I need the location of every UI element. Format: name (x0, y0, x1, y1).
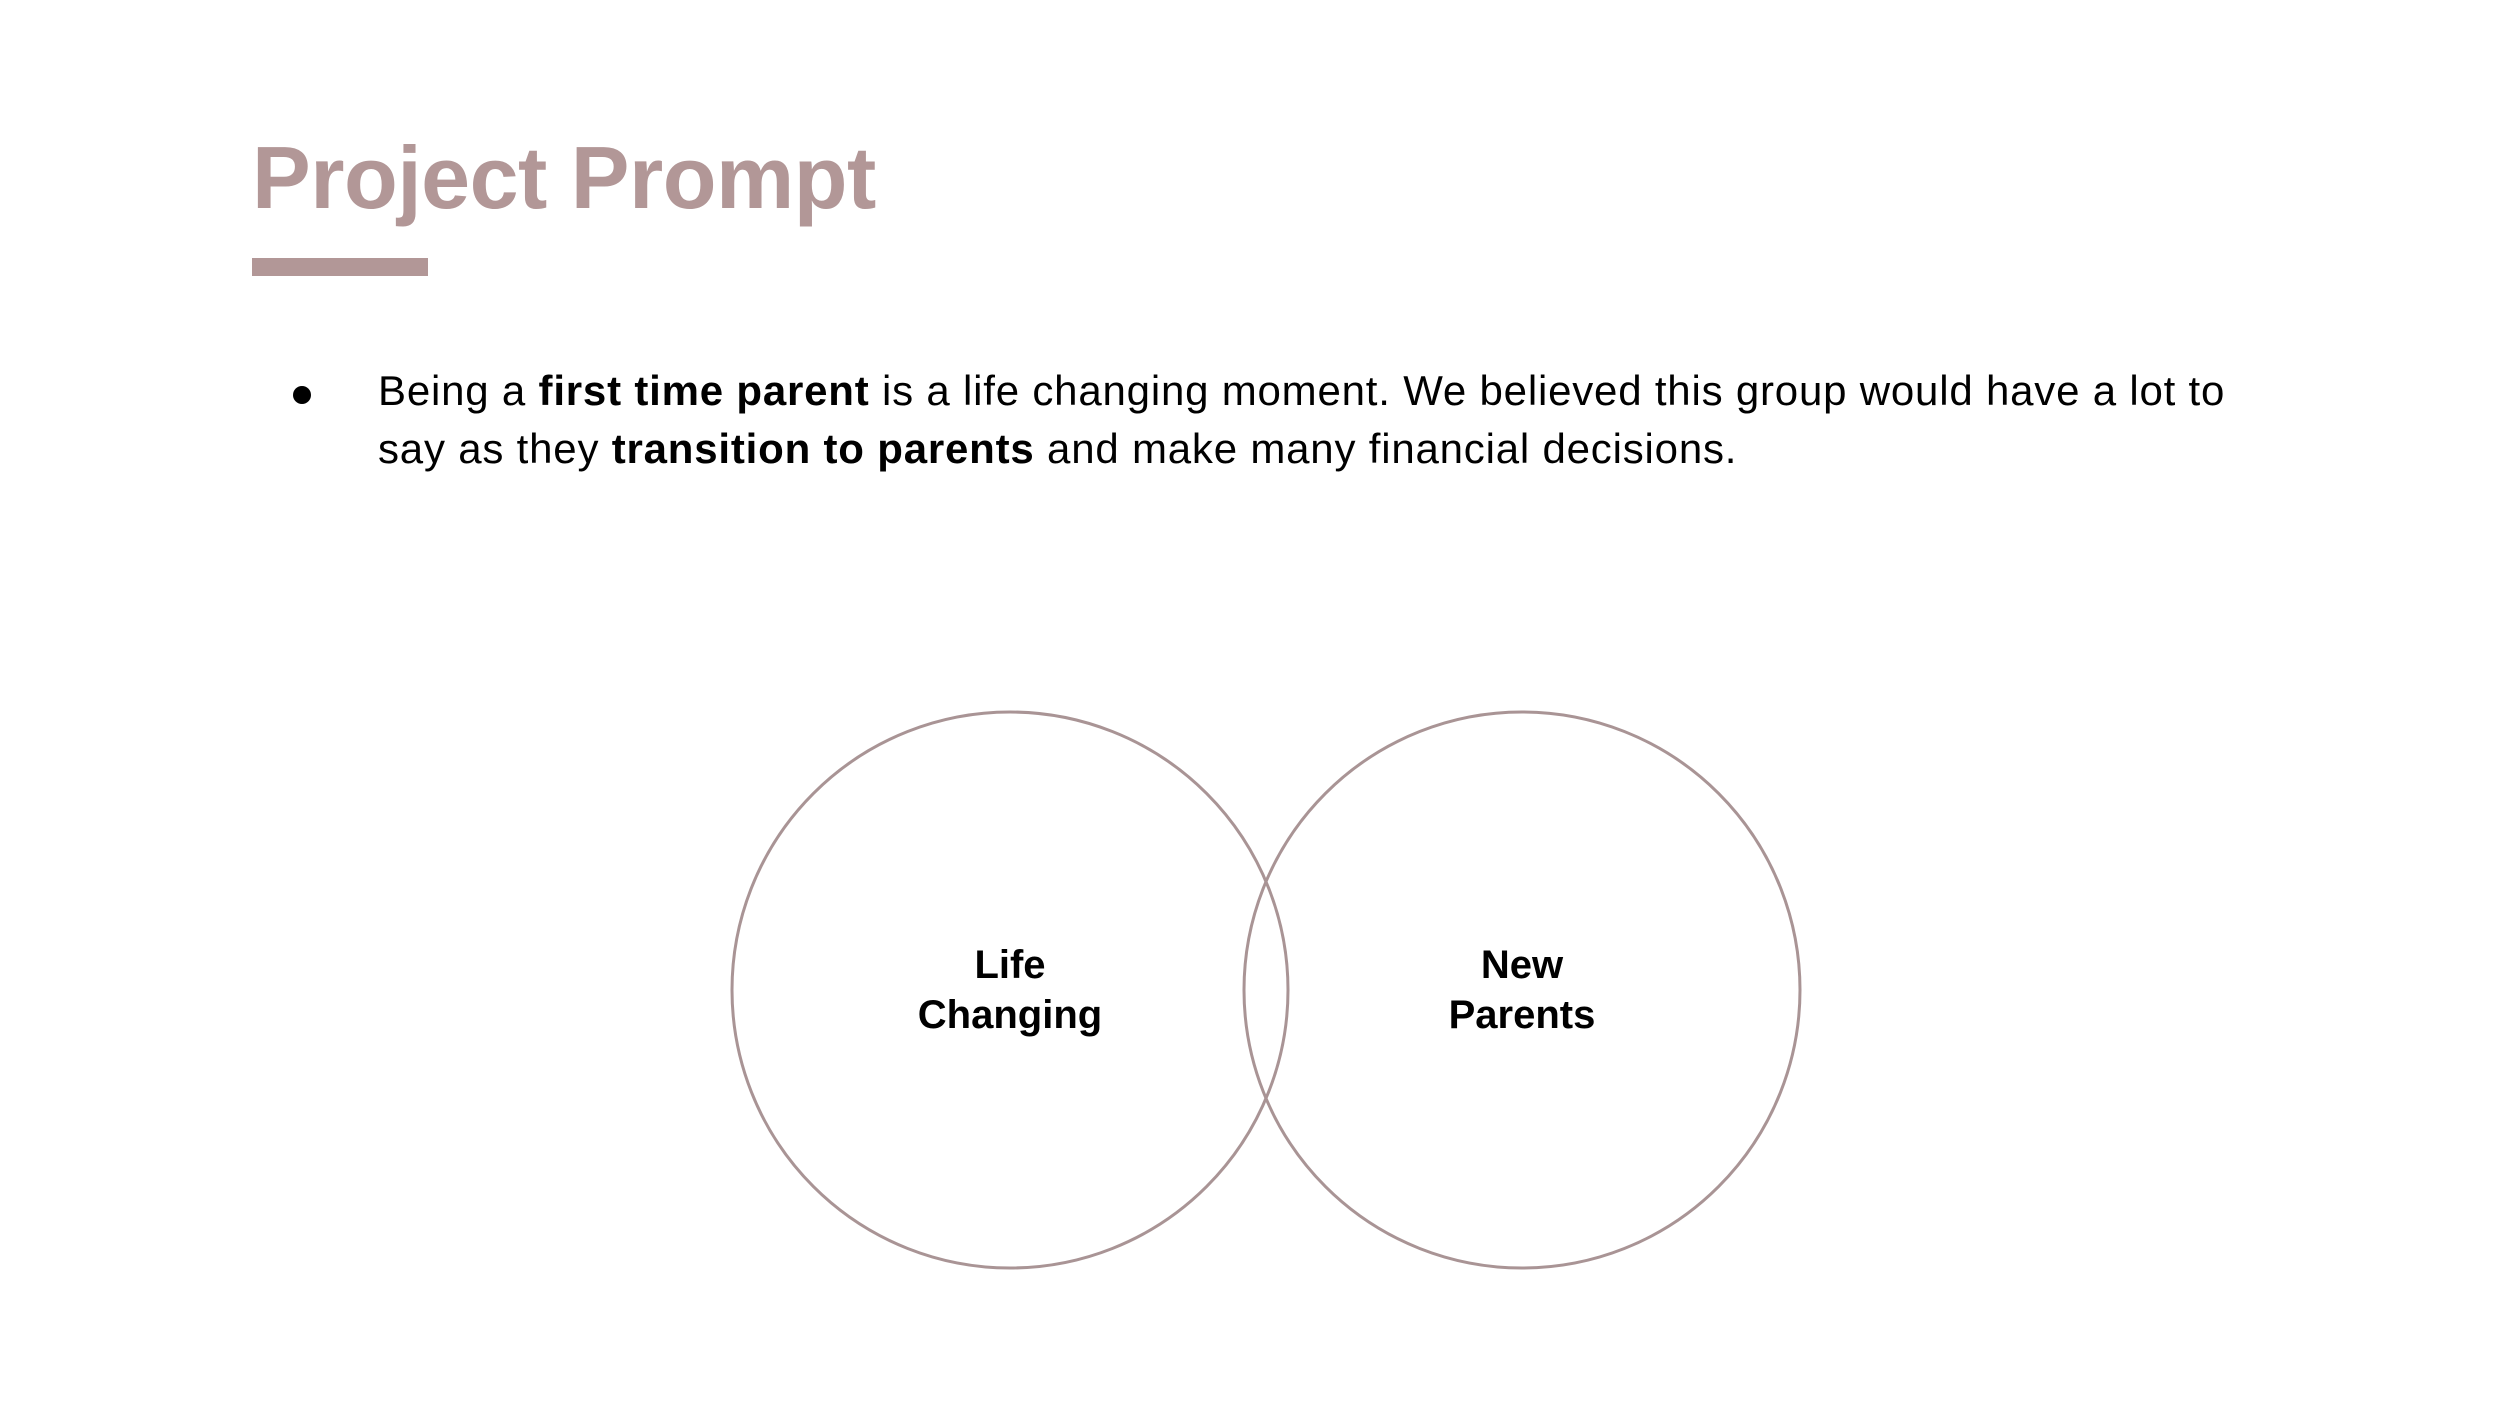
venn-label-right (1342, 940, 1702, 1040)
bullet-text-segment-0: Being a (378, 367, 539, 414)
venn-label-right-line2: Parents (1448, 993, 1596, 1037)
venn-label-left-line2: Changing (917, 993, 1103, 1037)
venn-label-left (830, 940, 1190, 1040)
bullet-text-segment-2: is a life changing moment. We believed this group would have a lot to say as they (378, 367, 2226, 472)
bullet-text-segment-3: transition to parents (611, 425, 1035, 472)
slide-title: Project Prompt (252, 128, 876, 227)
bullet-text-segment-1: first time parent (538, 367, 870, 414)
venn-label-left-line1: Life (974, 943, 1046, 987)
bullet-text-segment-4: and make many financial decisions. (1034, 425, 1738, 472)
venn-label-right-line1: New (1480, 943, 1564, 987)
